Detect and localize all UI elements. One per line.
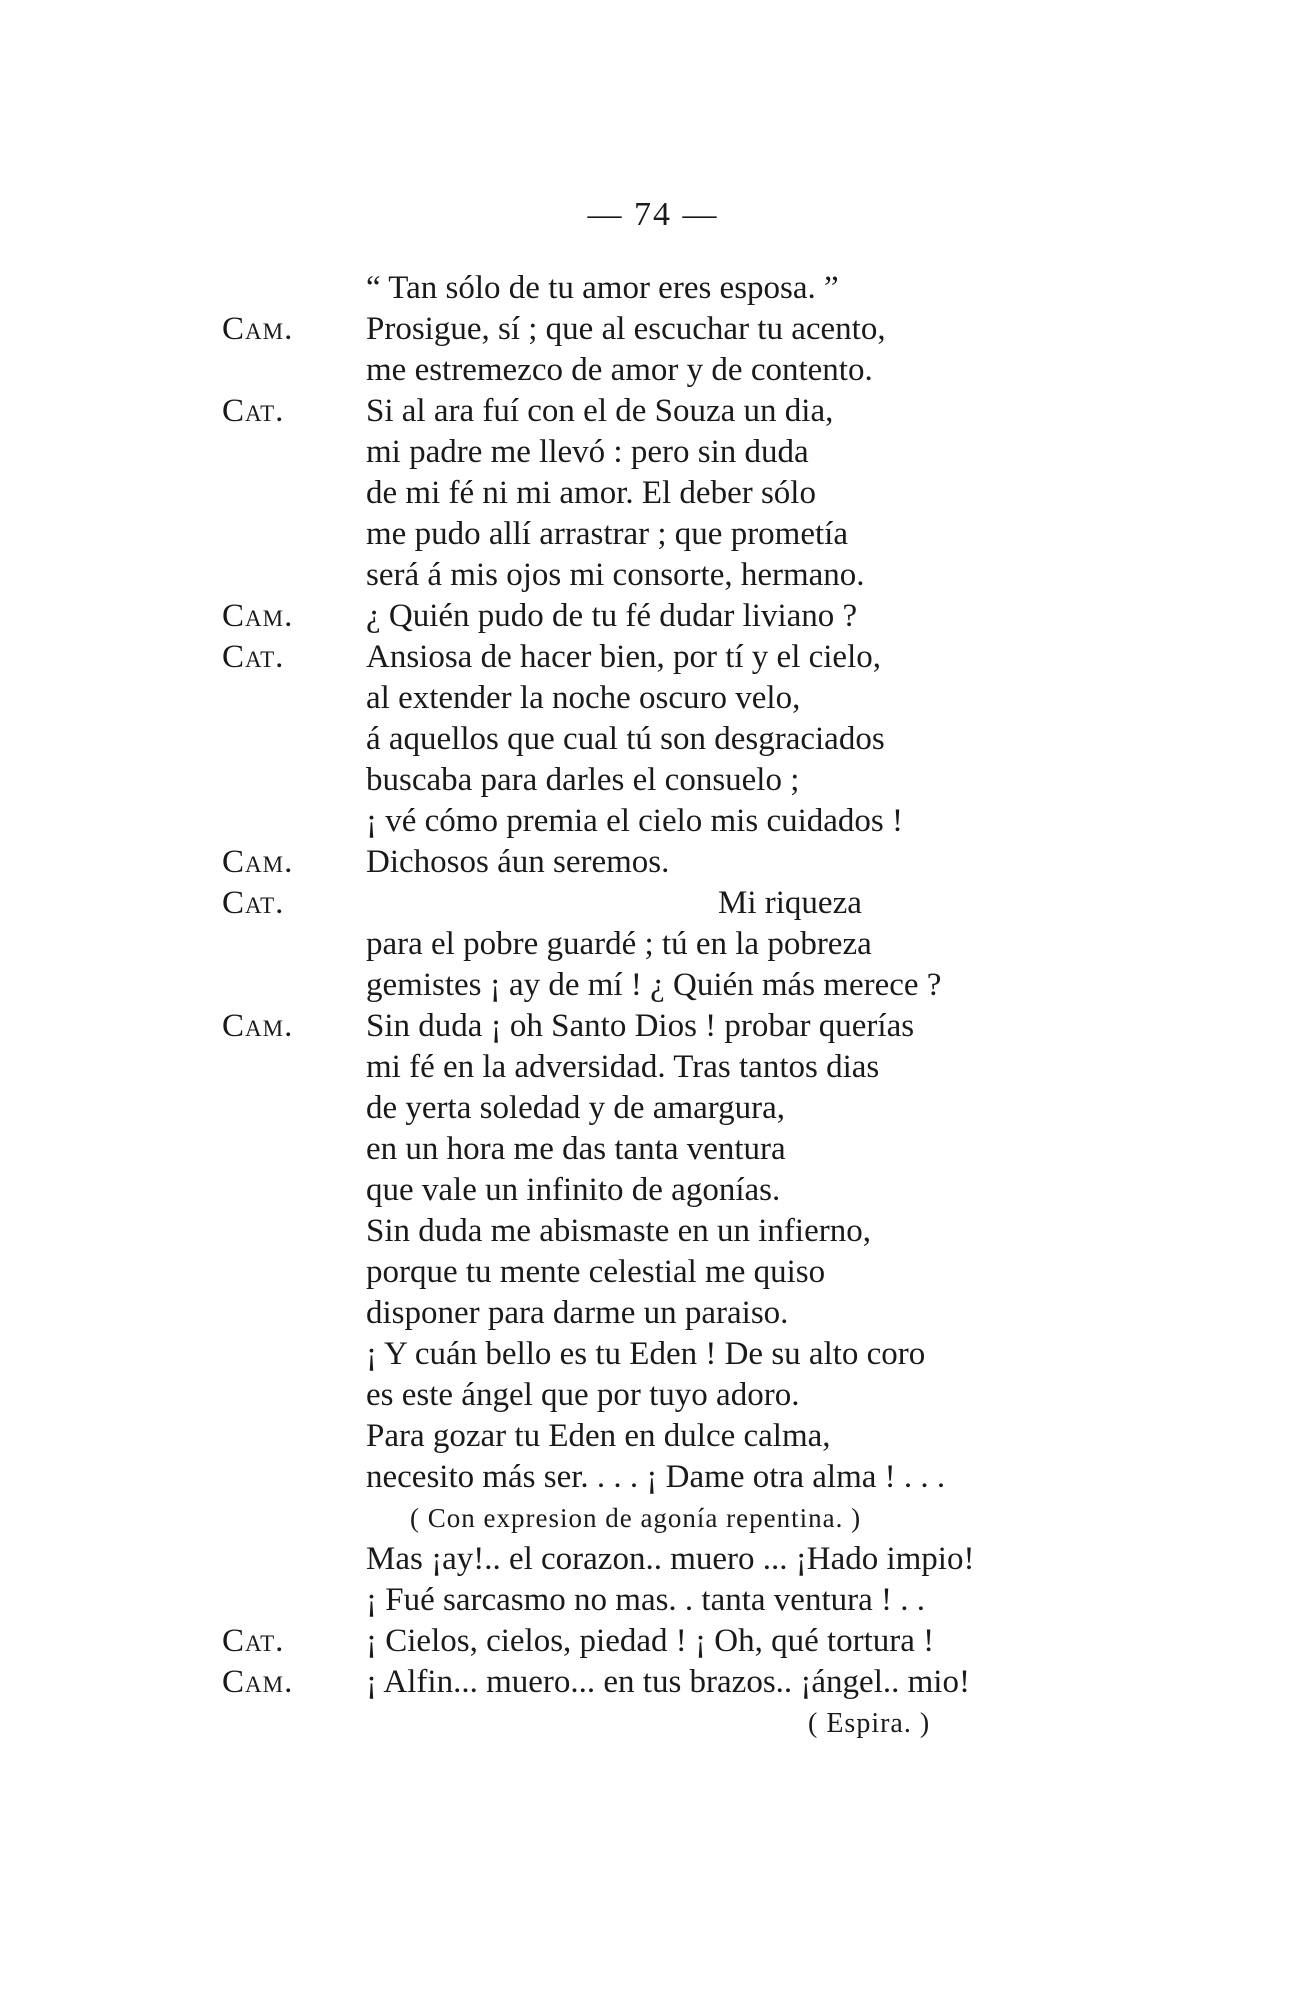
script-line [0, 1703, 1306, 1744]
script-line [0, 1088, 1306, 1129]
script-line [0, 965, 1306, 1006]
verse-text: mi fé en la adversidad. Tras tantos dias [366, 1049, 880, 1085]
verse-text: ¡ Fué sarcasmo no mas. . tanta ventura ! . . [366, 1582, 926, 1618]
script-line [0, 350, 1306, 391]
script-line [0, 309, 1306, 350]
script-line [0, 1621, 1306, 1662]
script-line [0, 1580, 1306, 1621]
verse-text: porque tu mente celestial me quiso [366, 1254, 826, 1290]
speaker-label: Cat. [222, 393, 285, 429]
verse-text: necesito más ser. . . . ¡ Dame otra alma ! . . . [366, 1459, 946, 1495]
speaker-label: Cat. [222, 639, 285, 675]
verse-text: Mas ¡ay!.. el corazon.. muero ... ¡Hado impio! [366, 1541, 975, 1577]
verse-text: es este ángel que por tuyo adoro. [366, 1377, 800, 1413]
script-line [0, 801, 1306, 842]
verse-text: ¡ Alfin... muero... en tus brazos.. ¡ángel.. mio! [366, 1664, 970, 1700]
script-line [0, 1293, 1306, 1334]
script-line [0, 637, 1306, 678]
verse-text: mi padre me llevó : pero sin duda [366, 434, 809, 470]
verse-text: será á mis ojos mi consorte, hermano. [366, 557, 865, 593]
play-text [0, 268, 1306, 1744]
script-line [0, 1498, 1306, 1539]
script-line [0, 1252, 1306, 1293]
script-line [0, 1129, 1306, 1170]
speaker-label: Cam. [222, 1008, 294, 1044]
speaker-label: Cat. [222, 885, 285, 921]
script-line [0, 1539, 1306, 1580]
verse-text: Mi riqueza [718, 885, 862, 921]
verse-text: en un hora me das tanta ventura [366, 1131, 786, 1167]
verse-text: me pudo allí arrastrar ; que prometía [366, 516, 848, 552]
verse-text: á aquellos que cual tú son desgraciados [366, 721, 885, 757]
verse-text: de yerta soledad y de amargura, [366, 1090, 786, 1126]
script-line [0, 1457, 1306, 1498]
script-line [0, 1334, 1306, 1375]
verse-text: Si al ara fuí con el de Souza un dia, [366, 393, 834, 429]
script-line [0, 760, 1306, 801]
script-line [0, 719, 1306, 760]
script-line [0, 1416, 1306, 1457]
speaker-label: Cam. [222, 844, 294, 880]
script-line [0, 924, 1306, 965]
verse-text: que vale un infinito de agonías. [366, 1172, 781, 1208]
script-line [0, 1375, 1306, 1416]
script-line [0, 1211, 1306, 1252]
script-line [0, 432, 1306, 473]
script-line [0, 514, 1306, 555]
verse-text: disponer para darme un paraiso. [366, 1295, 789, 1331]
verse-text: Prosigue, sí ; que al escuchar tu acento, [366, 311, 886, 347]
speaker-label: Cam. [222, 1664, 294, 1700]
verse-text: “ Tan sólo de tu amor eres esposa. ” [366, 270, 839, 306]
script-line [0, 842, 1306, 883]
verse-text: ¡ Y cuán bello es tu Eden ! De su alto coro [366, 1336, 926, 1372]
verse-text: Dichosos áun seremos. [366, 844, 670, 880]
verse-text: al extender la noche oscuro velo, [366, 680, 801, 716]
script-line [0, 1006, 1306, 1047]
script-line [0, 473, 1306, 514]
script-line [0, 1662, 1306, 1703]
verse-text: buscaba para darles el consuelo ; [366, 762, 800, 798]
script-line [0, 1170, 1306, 1211]
verse-text: Sin duda me abismaste en un infierno, [366, 1213, 871, 1249]
speaker-label: Cam. [222, 598, 294, 634]
verse-text: ¿ Quién pudo de tu fé dudar liviano ? [366, 598, 858, 634]
verse-text: me estremezco de amor y de contento. [366, 352, 873, 388]
verse-text: Sin duda ¡ oh Santo Dios ! probar querías [366, 1008, 915, 1044]
script-line [0, 883, 1306, 924]
script-line [0, 391, 1306, 432]
verse-text: Para gozar tu Eden en dulce calma, [366, 1418, 831, 1454]
script-line [0, 1047, 1306, 1088]
verse-text: gemistes ¡ ay de mí ! ¿ Quién más merece ? [366, 967, 942, 1003]
script-line [0, 678, 1306, 719]
script-line [0, 596, 1306, 637]
page-number: — 74 — [587, 196, 719, 233]
verse-text: ¡ Cielos, cielos, piedad ! ¡ Oh, qué tortura ! [366, 1623, 935, 1659]
script-line [0, 268, 1306, 309]
verse-text: para el pobre guardé ; tú en la pobreza [366, 926, 872, 962]
speaker-label: Cam. [222, 311, 294, 347]
stage-direction: ( Con expresion de agonía repentina. ) [410, 1503, 862, 1533]
verse-text: ¡ vé cómo premia el cielo mis cuidados ! [366, 803, 903, 839]
verse-text: de mi fé ni mi amor. El deber sólo [366, 475, 816, 511]
speaker-label: Cat. [222, 1623, 285, 1659]
script-line [0, 555, 1306, 596]
verse-text: Ansiosa de hacer bien, por tí y el cielo, [366, 639, 881, 675]
stage-direction: ( Espira. ) [808, 1708, 931, 1739]
